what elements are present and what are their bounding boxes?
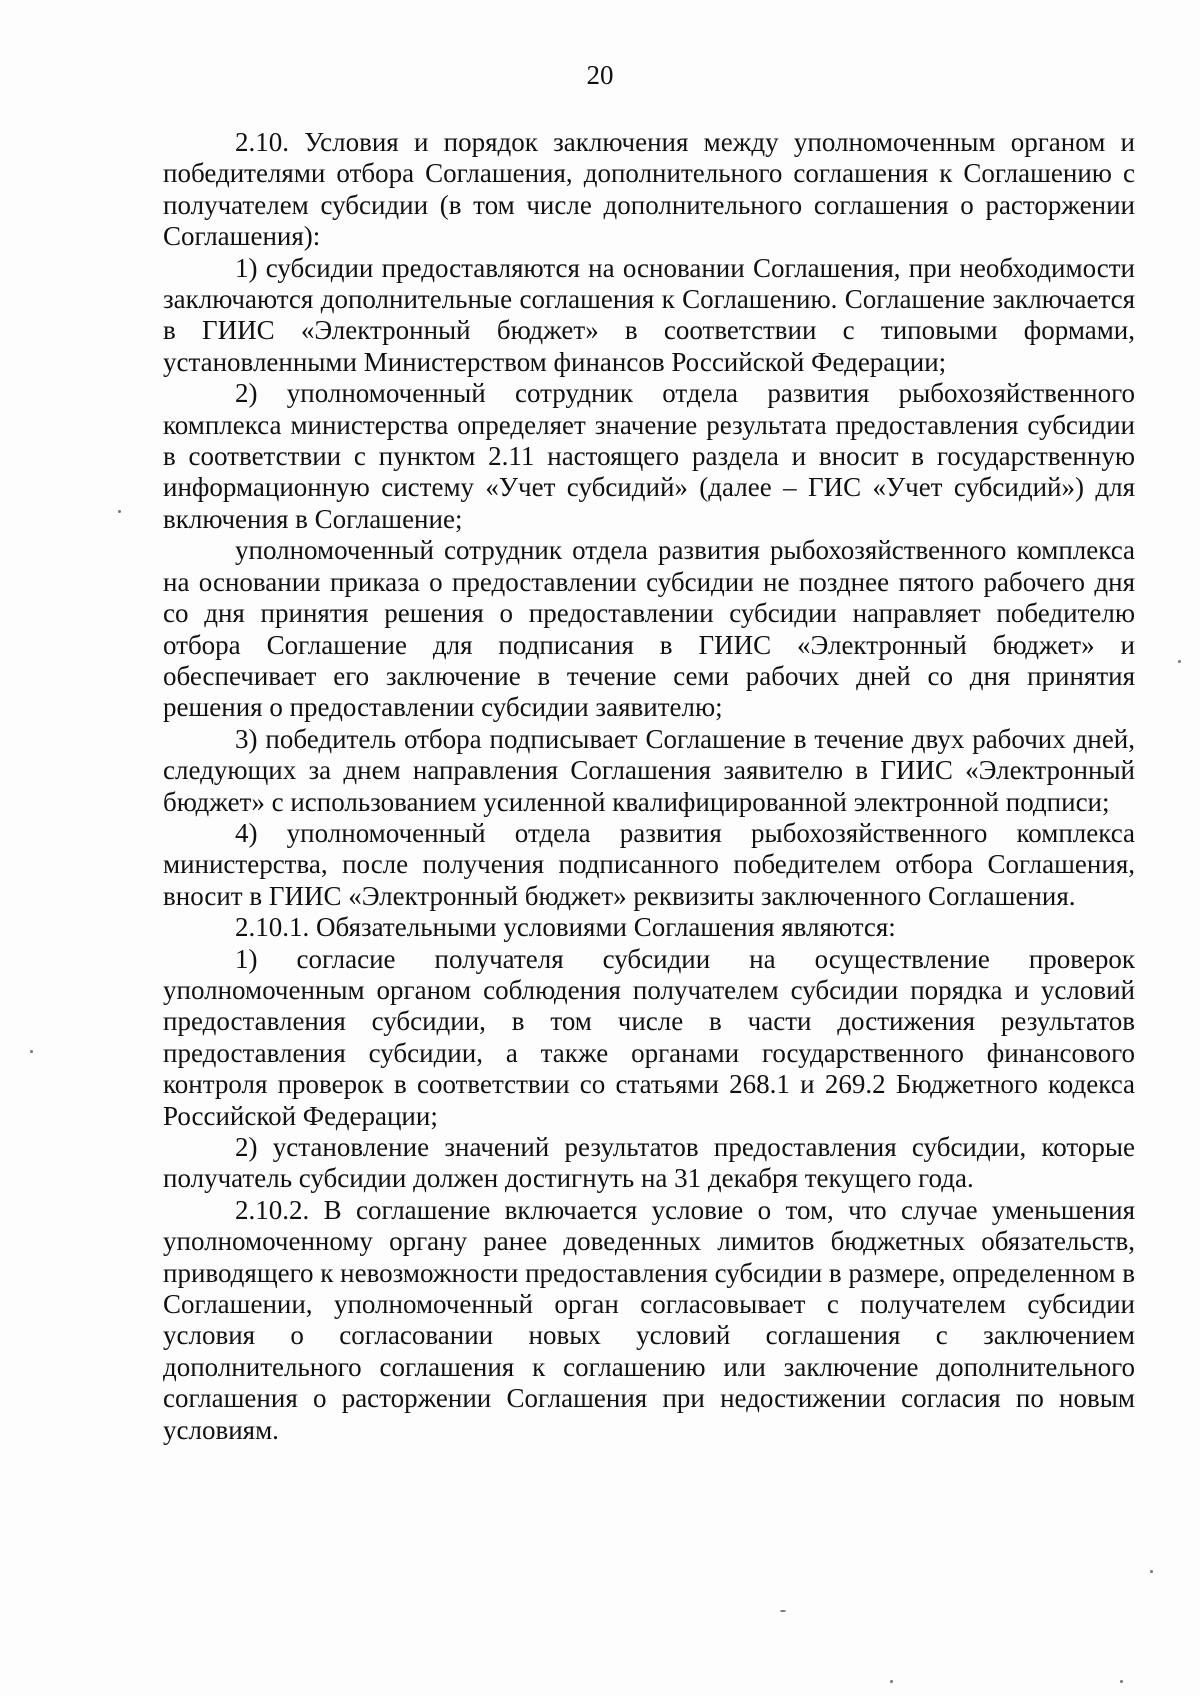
- scan-speck: [1178, 660, 1181, 663]
- paragraph-2-10-1-item-2: 2) установление значений результатов предоставления субсидии, которые получатель субсидии должен достигнуть на 31 декабря текущего года.: [163, 1132, 1135, 1194]
- scan-speck: [1120, 1680, 1123, 1683]
- paragraph-2-10-1: 2.10.1. Обязательными условиями Соглашения являются:: [235, 912, 896, 943]
- scan-speck: [890, 1680, 893, 1683]
- paragraph-2-10-item-2-cont: уполномоченный сотрудник отдела развития рыбохозяйственного комплекса на основании приказа о предоставлении субсидии не позднее пятого рабочего дня со дня принятия решения о предоставлении субсидии направляет победителю отбора Соглашение для подписания в ГИИС «Электронный бюджет» и обеспечивает его заключение в течение семи рабочих дней со дня принятия решения о предоставлении субсидии заявителю;: [163, 535, 1135, 723]
- paragraph-2-10-item-3: 3) победитель отбора подписывает Соглашение в течение двух рабочих дней, следующих за днем направления Соглашения заявителю в ГИИС «Электронный бюджет» с использованием усиленной квалифицированной электронной подписи;: [163, 723, 1135, 817]
- scan-speck: [30, 1050, 33, 1053]
- document-body: [163, 127, 1135, 1446]
- scan-speck: [1150, 1570, 1153, 1573]
- paragraph-2-10-item-4: 4) уполномоченный отдела развития рыбохозяйственного комплекса министерства, после получения подписанного победителем отбора Соглашения, вносит в ГИИС «Электронный бюджет» реквизиты заключенного Соглашения.: [163, 817, 1135, 911]
- paragraph-2-10: 2.10. Условия и порядок заключения между уполномоченным органом и победителями отбора Соглашения, дополнительного соглашения к Соглашению с получателем субсидии (в том числе дополнительного соглашения о расторжении Соглашения):: [163, 127, 1135, 252]
- paragraph-2-10-item-2: 2) уполномоченный сотрудник отдела развития рыбохозяйственного комплекса министерства определяет значение результата предоставления субсидии в соответствии с пунктом 2.11 настоящего раздела и вносит в государственную информационную систему «Учет субсидий» (далее – ГИС «Учет субсидий») для включения в Соглашение;: [163, 378, 1135, 534]
- page-number: 20: [586, 60, 614, 90]
- paragraph-2-10-2: 2.10.2. В соглашение включается условие о том, что случае уменьшения уполномоченному органу ранее доведенных лимитов бюджетных обязательств, приводящего к невозможности предоставления субсидии в размере, определенном в Соглашении, уполномоченный орган согласовывает с получателем субсидии условия о согласовании новых условий соглашения с заключением дополнительного соглашения к соглашению или заключение дополнительного соглашения о расторжении Соглашения при недостижении согласия по новым условиям.: [163, 1194, 1135, 1445]
- scan-speck: [780, 1610, 786, 1612]
- scan-speck: [118, 510, 121, 513]
- paragraph-2-10-item-1: 1) субсидии предоставляются на основании Соглашения, при необходимости заключаются дополнительные соглашения к Соглашению. Соглашение заключается в ГИИС «Электронный бюджет» в соответствии с типовыми формами, установленными Министерством финансов Российской Федерации;: [163, 252, 1135, 377]
- paragraph-2-10-1-item-1: 1) согласие получателя субсидии на осуществление проверок уполномоченным органом соблюдения получателем субсидии порядка и условий предоставления субсидии, в том числе в части достижения результатов предоставления субсидии, а также органами государственного финансового контроля проверок в соответствии со статьями 268.1 и 269.2 Бюджетного кодекса Российской Федерации;: [163, 943, 1135, 1131]
